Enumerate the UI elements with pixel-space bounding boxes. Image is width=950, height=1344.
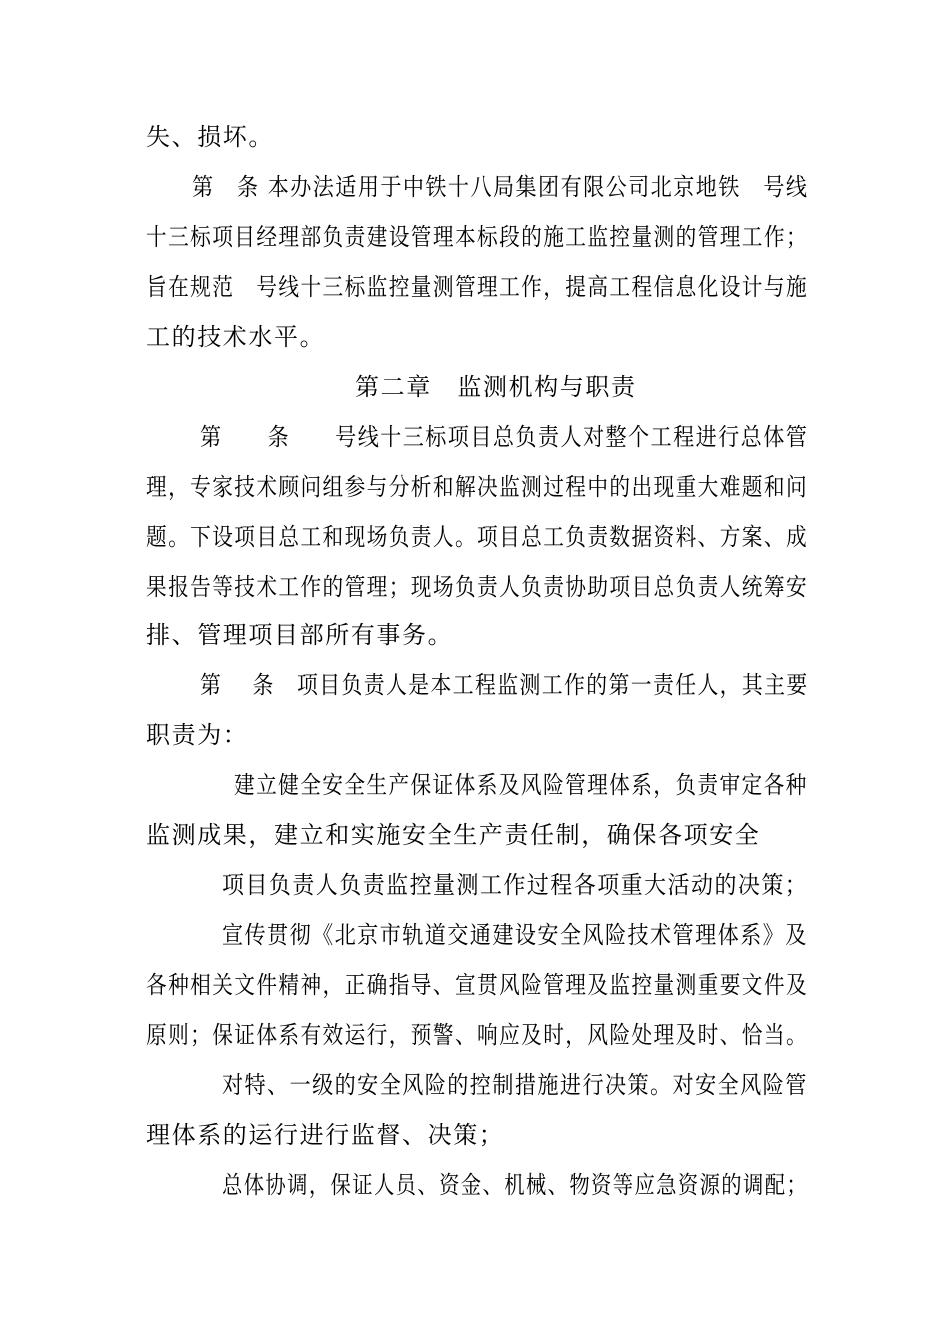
list-item-line: 宣传贯彻《北京市轨道交通建设安全风险技术管理体系》及 [222,921,808,949]
text-line: 题。下设项目总工和现场负责人。项目总工负责数据资料、方案、成 [146,523,809,551]
list-item-line: 总体协调，保证人员、资金、机械、物资等应急资源的调配； [222,1171,809,1199]
text-line: 理，专家技术顾问组参与分析和解决监测过程中的出现重大难题和问 [146,473,809,501]
text-line: 监测成果，建立和实施安全生产责任制，确保各项安全 [146,821,761,849]
list-item-line: 对特、一级的安全风险的控制措施进行决策。对安全风险管 [222,1071,808,1099]
text-line: 理体系的运行进行监督、决策； [146,1121,505,1149]
text-line: 失、损坏。 [146,123,274,151]
text-line: 工的技术水平。 [146,323,326,351]
list-item-line: 项目负责人负责监控量测工作过程各项重大活动的决策； [222,871,809,899]
text-line: 旨在规范 号线十三标监控量测管理工作，提高工程信息化设计与施 [146,273,809,301]
article-text-line: 第 条 项目负责人是本工程监测工作的第一责任人，其主要 [200,671,809,699]
text-line: 十三标项目经理部负责建设管理本标段的施工监控量测的管理工作； [146,223,809,251]
list-item-line: 建立健全安全生产保证体系及风险管理体系，负责审定各种 [234,771,808,799]
text-line: 排、管理项目部所有事务。 [146,621,454,649]
article-text-line: 第 条 本办法适用于中铁十八局集团有限公司北京地铁 号线 [192,173,809,201]
chapter-heading: 第二章 监测机构与职责 [355,373,637,401]
text-line: 果报告等技术工作的管理；现场负责人负责协助项目总负责人统筹安 [146,573,809,601]
article-text-line: 第 条 号线十三标项目总负责人对整个工程进行总体管 [200,423,809,451]
text-line: 各种相关文件精神，正确指导、宣贯风险管理及监控量测重要文件及 [146,971,809,999]
text-line: 职责为： [146,721,249,749]
text-line: 原则；保证体系有效运行，预警、响应及时，风险处理及时、恰当。 [146,1021,809,1049]
